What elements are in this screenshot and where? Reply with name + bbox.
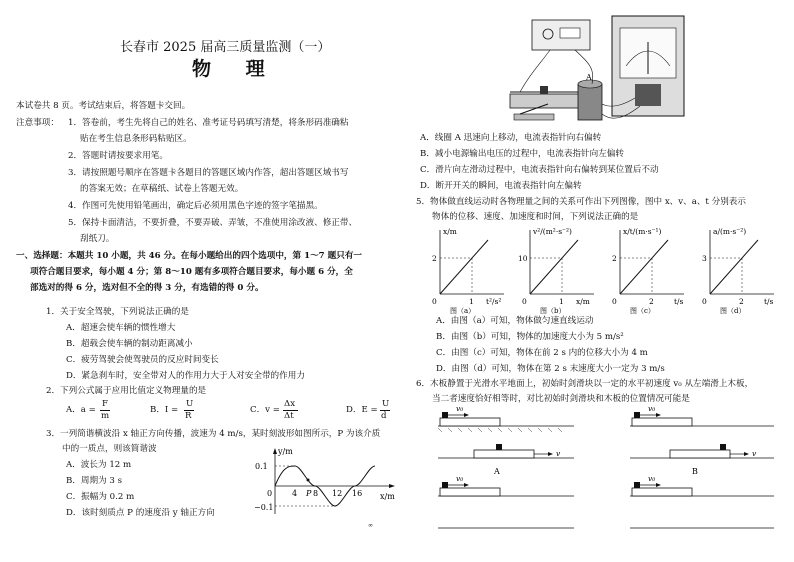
q4-option-b: B．减小电源输出电压的过程中，电流表指针向左偏转 [420, 149, 624, 159]
svg-text:t/s: t/s [764, 297, 774, 306]
svg-text:8: 8 [313, 489, 319, 498]
svg-text:v₀: v₀ [648, 404, 656, 413]
svg-text:3: 3 [702, 254, 707, 263]
q5-graphs-figure [424, 224, 788, 314]
q5-graph-b [518, 227, 594, 314]
notes-label: 注意事项： [16, 118, 59, 128]
q6-option-b-final [630, 444, 774, 476]
q5-option-c: C．由图（c）可知，物体在前 2 s 内的位移大小为 4 m [436, 348, 648, 358]
svg-text:x/t/(m·s⁻¹): x/t/(m·s⁻¹) [623, 227, 662, 236]
svg-text:v²/(m²·s⁻²): v²/(m²·s⁻²) [533, 227, 572, 236]
q3-line2: 中的一质点，则该简谐波 [62, 444, 157, 454]
svg-text:A: A [586, 73, 592, 82]
svg-text:12: 12 [332, 489, 343, 498]
svg-text:2: 2 [612, 254, 617, 263]
svg-text:v: v [752, 449, 757, 458]
svg-text:A: A [494, 467, 500, 476]
note-4: 4．作图可先使用铅笔画出，确定后必须用黑色字迹的签字笔描黑。 [68, 201, 323, 211]
svg-text:图（a）: 图（a） [450, 307, 476, 314]
q6-initial-right [630, 404, 774, 426]
svg-text:16: 16 [352, 489, 363, 498]
svg-text:B: B [692, 467, 698, 476]
q5-graph-c [612, 227, 684, 314]
q5-line2: 物体的位移、速度、加速度和时间，下列说法正确的是 [432, 212, 639, 222]
circuit-apparatus-figure [500, 14, 700, 134]
q3-line1: 3．一列简谐横波沿 x 轴正方向传播，波速为 4 m/s，某时刻波形如图所示，P 为该介质 [46, 429, 381, 439]
svg-text:10: 10 [518, 254, 528, 263]
exam-title: 长春市 2025 届高三质量监测（一） [120, 40, 331, 55]
svg-text:0: 0 [702, 297, 707, 306]
subject-title: 物 理 [192, 58, 279, 80]
q1-stem: 1．关于安全驾驶，下列说法正确的是 [46, 307, 189, 317]
q5-graph-d [702, 227, 774, 314]
q4-option-a: A．线圈 A 迅速向上移动，电流表指针向右偏转 [420, 133, 602, 143]
svg-text:0: 0 [522, 297, 527, 306]
intro-text: 本试卷共 8 页。考试结束后，将答题卡交回。 [16, 101, 191, 111]
q6-board-figures [434, 402, 786, 558]
svg-text:−0.1: −0.1 [254, 503, 274, 512]
q6-initial-left-2 [438, 474, 574, 496]
svg-text:1: 1 [469, 297, 474, 306]
svg-text:图（d）: 图（d） [720, 307, 746, 314]
q1-option-d: D．紧急刹车时，安全带对人的作用力大于人对安全带的作用力 [66, 371, 305, 381]
svg-text:0: 0 [267, 489, 273, 498]
q6-initial-left [438, 404, 574, 432]
svg-text:P: P [306, 489, 312, 498]
q6-line1: 6．木板静置于光滑水平地面上，初始时剑滑块以一定的水平初速度 v₀ 从左端滑上木板， [416, 379, 754, 389]
q5-option-a: A．由图（a）可知，物体做匀速直线运动 [436, 316, 594, 326]
svg-text:v₀: v₀ [456, 404, 464, 413]
section1-line3: 部选对的得 6 分，选对但不全的得 3 分，有选错的得 0 分。 [30, 283, 264, 293]
q6-initial-right-2 [630, 474, 774, 496]
page-mark: ∞ [368, 522, 373, 529]
svg-text:t²/s²: t²/s² [486, 297, 502, 306]
note-3b: 的答案无效；在草稿纸、试卷上答题无效。 [80, 184, 244, 194]
svg-text:0.1: 0.1 [255, 462, 268, 471]
note-1b: 贴在考生信息条形码粘贴区。 [80, 134, 192, 144]
q3-option-c: C．振幅为 0.2 m [66, 492, 135, 502]
svg-text:t/s: t/s [674, 297, 684, 306]
q1-option-c: C．疲劳驾驶会使驾驶员的反应时间变长 [66, 355, 219, 365]
note-1a: 1．答卷前，考生先将自己的姓名、准考证号码填写清楚，将条形码准确粘 [68, 118, 349, 128]
q1-option-a: A．超速会使车辆的惯性增大 [66, 323, 176, 333]
note-5a: 5．保持卡面清洁，不要折叠，不要弄破、弄皱，不准使用涂改液、修正带、 [68, 218, 358, 228]
q3-option-a: A．波长为 12 m [66, 460, 132, 470]
note-3a: 3．请按照题号顺序在答题卡各题目的答题区域内作答，超出答题区域书写 [68, 168, 349, 178]
q4-option-c: C．滑片向左滑动过程中，电流表指针向右偏转到某位置后不动 [420, 165, 659, 175]
q4-option-d: D．断开开关的瞬间，电流表指针向左偏转 [420, 181, 582, 191]
svg-text:x/m: x/m [443, 227, 457, 236]
svg-text:2: 2 [432, 254, 437, 263]
svg-text:0: 0 [612, 297, 617, 306]
q1-option-b: B．超载会使车辆的制动距离减小 [66, 339, 193, 349]
section1-line2: 项符合题目要求，每小题 4 分；第 8～10 题有多项符合题目要求，每小题 6 分，全 [30, 267, 353, 277]
svg-text:2: 2 [649, 297, 654, 306]
q5-line1: 5．物体做直线运动时各物理量之间的关系可作出下列图像，图中 x、v、a、t 分别表示 [416, 197, 746, 207]
svg-text:x/m: x/m [576, 297, 590, 306]
svg-text:1: 1 [559, 297, 564, 306]
note-5b: 刮纸刀。 [80, 234, 115, 244]
svg-text:a/(m·s⁻²): a/(m·s⁻²) [713, 227, 747, 236]
q3-option-b: B．周期为 3 s [66, 476, 123, 486]
q5-option-b: B．由图（b）可知，物体的加速度大小为 5 m/s² [436, 332, 624, 342]
svg-text:v: v [556, 449, 561, 458]
svg-text:图（b）: 图（b） [540, 307, 566, 314]
q6-option-a-final [438, 444, 574, 476]
svg-text:x/m: x/m [380, 492, 395, 501]
q3-option-d: D．该时刻质点 P 的速度沿 y 轴正方向 [66, 508, 215, 518]
q2-stem: 2．下列公式属于应用比值定义物理量的是 [46, 386, 207, 396]
q3-wave-figure [240, 444, 400, 520]
svg-text:2: 2 [739, 297, 744, 306]
svg-text:0: 0 [432, 297, 437, 306]
section1-line1: 一、选择题：本题共 10 小题，共 46 分。在每小题给出的四个选项中，第 1～7 题只有一 [16, 251, 363, 261]
svg-text:4: 4 [292, 489, 298, 498]
note-2: 2．答题时请按要求用笔。 [68, 151, 168, 161]
svg-text:v₀: v₀ [648, 474, 656, 483]
q5-graph-a [432, 227, 504, 314]
q6-line2: 当二者速度恰好相等时，对比初始时剑滑块和木板的位置情况可能是 [432, 394, 690, 404]
svg-text:y/m: y/m [278, 447, 293, 456]
svg-text:v₀: v₀ [456, 474, 464, 483]
svg-text:图（c）: 图（c） [630, 307, 655, 314]
q5-option-d: D．由图（d）可知，物体在第 2 s 末速度大小一定为 3 m/s [436, 364, 665, 374]
